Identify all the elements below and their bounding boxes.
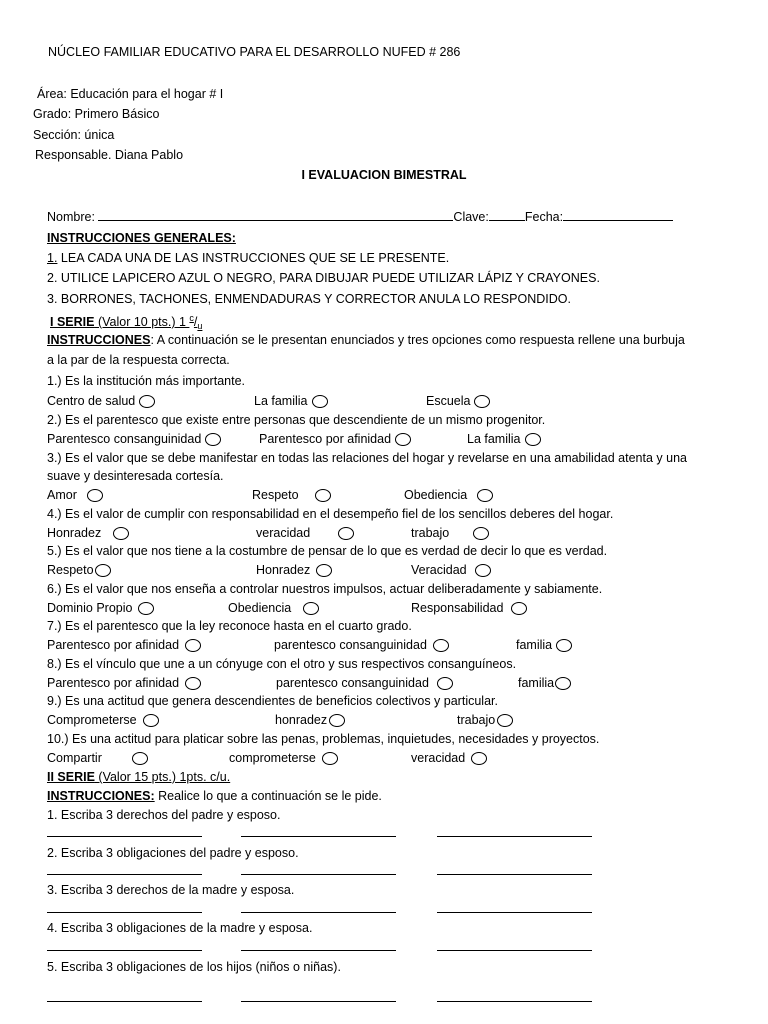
q1-option-1-label: Centro de salud — [47, 394, 136, 408]
q8-option-1[interactable] — [47, 676, 201, 690]
serie2-item-2: 2. Escriba 3 obligaciones del padre y esposo. — [47, 846, 299, 860]
student-info-line — [47, 209, 673, 224]
answer-bubble[interactable] — [139, 395, 155, 408]
question-6: 6.) Es el valor que nos enseña a controlar nuestros impulsos, actuar deliberadamente y sabiamente. — [47, 582, 603, 596]
seccion-label: Sección: única — [33, 128, 115, 142]
serie2-item-3: 3. Escriba 3 derechos de la madre y esposa. — [47, 883, 295, 897]
answer-line[interactable] — [241, 950, 396, 951]
serie1-value: (Valor 10 pts.) 1 — [94, 315, 190, 329]
q6-option-1[interactable] — [47, 601, 154, 615]
question-5: 5.) Es el valor que nos tiene a la costumbre de pensar de lo que es verdad de decir lo que es verdad. — [47, 544, 608, 558]
answer-bubble[interactable] — [185, 639, 201, 652]
answer-bubble[interactable] — [473, 527, 489, 540]
answer-bubble[interactable] — [138, 602, 154, 615]
answer-bubble[interactable] — [95, 564, 111, 577]
grado-label: Grado: Primero Básico — [33, 107, 160, 121]
q6-option-2[interactable] — [228, 601, 319, 615]
q3-option-1[interactable] — [47, 488, 103, 502]
q7-option-2-label: parentesco consanguinidad — [274, 638, 427, 652]
serie2-title: II SERIE — [47, 770, 95, 784]
general-instruction-1 — [47, 251, 449, 265]
question-3: 3.) Es el valor que se debe manifestar en todas las relaciones del hogar y revelarse en una amabilidad atenta y una — [47, 451, 687, 465]
question-4: 4.) Es el valor de cumplir con responsabilidad en el desempeño fiel de los sencillos deberes del hogar. — [47, 507, 614, 521]
serie1-instructions-1 — [47, 333, 685, 347]
q6-option-3-label: Responsabilidad — [411, 601, 504, 615]
instruction-1-text: LEA CADA UNA DE LAS INSTRUCCIONES QUE SE LE PRESENTE. — [57, 251, 450, 265]
answer-bubble[interactable] — [511, 602, 527, 615]
answer-bubble[interactable] — [477, 489, 493, 502]
q1-option-3-label: Escuela — [426, 394, 471, 408]
answer-bubble[interactable] — [474, 395, 490, 408]
general-instruction-2: 2. UTILICE LAPICERO AZUL O NEGRO, PARA DIBUJAR PUEDE UTILIZAR LÁPIZ Y CRAYONES. — [47, 271, 600, 285]
answer-bubble[interactable] — [471, 752, 487, 765]
q4-option-2-label: veracidad — [256, 526, 311, 540]
q8-option-1-label: Parentesco por afinidad — [47, 676, 180, 690]
answer-bubble[interactable] — [316, 564, 332, 577]
answer-line[interactable] — [437, 874, 592, 875]
q8-option-3-label: familia — [518, 676, 555, 690]
exam-title: I EVALUACION BIMESTRAL — [301, 168, 467, 182]
q2-option-3-label: La familia — [467, 432, 521, 446]
q6-option-3[interactable] — [411, 601, 527, 615]
q7-option-1-label: Parentesco por afinidad — [47, 638, 180, 652]
q7-option-3[interactable] — [516, 638, 572, 652]
q9-option-2[interactable] — [275, 713, 345, 727]
q2-option-2[interactable] — [259, 432, 411, 446]
question-2: 2.) Es el parentesco que existe entre personas que descendiente de un mismo progenitor. — [47, 413, 546, 427]
question-9: 9.) Es una actitud que genera descendientes de beneficios colectivos y particular. — [47, 694, 498, 708]
q5-option-1-label: Respeto — [47, 563, 94, 577]
area-label: Área: Educación para el hogar # I — [37, 87, 224, 101]
answer-line[interactable] — [241, 836, 396, 837]
serie2-instructions — [47, 789, 382, 803]
answer-bubble[interactable] — [113, 527, 129, 540]
q4-option-3-label: trabajo — [411, 526, 450, 540]
q1-option-2-label: La familia — [254, 394, 308, 408]
answer-bubble[interactable] — [322, 752, 338, 765]
q5-option-2-label: Honradez — [256, 563, 311, 577]
answer-bubble[interactable] — [329, 714, 345, 727]
answer-line[interactable] — [47, 836, 202, 837]
answer-line[interactable] — [437, 1001, 592, 1002]
nombre-label: Nombre: — [47, 210, 95, 224]
answer-line[interactable] — [47, 874, 202, 875]
q9-option-2-label: honradez — [275, 713, 328, 727]
instruction-1-number: 1. — [47, 251, 58, 265]
q9-option-1[interactable] — [47, 713, 159, 727]
serie1-heading — [50, 313, 202, 331]
question-1: 1.) Es la institución más importante. — [47, 374, 245, 388]
q7-option-1[interactable] — [47, 638, 201, 652]
q10-option-2-label: comprometerse — [229, 751, 316, 765]
question-3-cont: suave y desinteresada cortesía. — [47, 469, 224, 483]
serie2-instr-text: Realice lo que a continuación se le pide. — [154, 789, 382, 803]
question-10: 10.) Es una actitud para platicar sobre las penas, problemas, inquietudes, necesidades y proyectos. — [47, 732, 600, 746]
q9-option-3[interactable] — [457, 713, 513, 727]
q5-option-3[interactable] — [411, 563, 491, 577]
answer-bubble[interactable] — [555, 677, 571, 690]
serie2-instr-label: INSTRUCCIONES: — [47, 789, 155, 803]
q6-option-2-label: Obediencia — [228, 601, 292, 615]
q8-option-2[interactable] — [276, 676, 453, 690]
answer-line[interactable] — [47, 950, 202, 951]
q9-option-3-label: trabajo — [457, 713, 496, 727]
answer-bubble[interactable] — [143, 714, 159, 727]
answer-bubble[interactable] — [87, 489, 103, 502]
q7-option-3-label: familia — [516, 638, 553, 652]
question-8: 8.) Es el vínculo que une a un cónyuge con el otro y sus respectivos consanguíneos. — [47, 657, 517, 671]
clave-field[interactable] — [489, 209, 525, 221]
q1-option-3[interactable] — [426, 394, 490, 408]
q1-option-2[interactable] — [254, 394, 328, 408]
q5-option-1[interactable] — [47, 563, 111, 577]
answer-bubble[interactable] — [132, 752, 148, 765]
q7-option-2[interactable] — [274, 638, 449, 652]
q2-option-3[interactable] — [467, 432, 541, 446]
serie1-unit-slash: / — [193, 315, 198, 329]
q10-option-2[interactable] — [229, 751, 338, 765]
answer-bubble[interactable] — [497, 714, 513, 727]
serie1-instr-label: INSTRUCCIONES — [47, 333, 151, 347]
answer-bubble[interactable] — [475, 564, 491, 577]
answer-bubble[interactable] — [312, 395, 328, 408]
q1-option-1[interactable] — [47, 394, 155, 408]
q2-option-2-label: Parentesco por afinidad — [259, 432, 392, 446]
q2-option-1[interactable] — [47, 432, 221, 446]
nombre-field[interactable] — [98, 209, 453, 221]
general-instructions-title: INSTRUCCIONES GENERALES: — [47, 231, 236, 245]
q10-option-1-label: Compartir — [47, 751, 102, 765]
answer-bubble[interactable] — [395, 433, 411, 446]
answer-bubble[interactable] — [525, 433, 541, 446]
q8-option-2-label: parentesco consanguinidad — [276, 676, 429, 690]
answer-bubble[interactable] — [315, 489, 331, 502]
serie1-instructions-2: a la par de la respuesta correcta. — [47, 353, 230, 367]
q10-option-3[interactable] — [411, 751, 487, 765]
serie2-heading — [47, 770, 230, 784]
q9-option-1-label: Comprometerse — [47, 713, 137, 727]
answer-bubble[interactable] — [338, 527, 354, 540]
q3-option-3-label: Obediencia — [404, 488, 468, 502]
answer-bubble[interactable] — [556, 639, 572, 652]
answer-line[interactable] — [437, 836, 592, 837]
serie2-value: (Valor 15 pts.) 1pts. c/u. — [94, 770, 231, 784]
q3-option-3[interactable] — [404, 488, 493, 502]
q4-option-3[interactable] — [411, 526, 489, 540]
serie2-item-1: 1. Escriba 3 derechos del padre y esposo. — [47, 808, 281, 822]
answer-line[interactable] — [241, 1001, 396, 1002]
answer-line[interactable] — [47, 912, 202, 913]
answer-bubble[interactable] — [433, 639, 449, 652]
answer-line[interactable] — [437, 950, 592, 951]
answer-line[interactable] — [241, 912, 396, 913]
serie1-instr-text: : A continuación se le presentan enunciados y tres opciones como respuesta rellene una burbuja — [150, 333, 685, 347]
q4-option-2[interactable] — [256, 526, 354, 540]
serie1-title: I SERIE — [50, 315, 95, 329]
question-7: 7.) Es el parentesco que la ley reconoce hasta en el cuarto grado. — [47, 619, 412, 633]
q5-option-3-label: Veracidad — [411, 563, 467, 577]
q6-option-1-label: Dominio Propio — [47, 601, 133, 615]
school-name: NÚCLEO FAMILIAR EDUCATIVO PARA EL DESARROLLO NUFED # 286 — [48, 45, 461, 59]
answer-bubble[interactable] — [303, 602, 319, 615]
responsable-label: Responsable. Diana Pablo — [35, 148, 184, 162]
serie2-item-5: 5. Escriba 3 obligaciones de los hijos (niños o niñas). — [47, 960, 341, 974]
q4-option-1-label: Honradez — [47, 526, 102, 540]
answer-line[interactable] — [241, 874, 396, 875]
general-instruction-3: 3. BORRONES, TACHONES, ENMENDADURAS Y CORRECTOR ANULA LO RESPONDIDO. — [47, 292, 571, 306]
q10-option-1[interactable] — [47, 751, 148, 765]
answer-bubble[interactable] — [437, 677, 453, 690]
clave-label: Clave: — [453, 210, 489, 224]
q8-option-3[interactable] — [518, 676, 571, 690]
q3-option-2[interactable] — [252, 488, 331, 502]
fecha-field[interactable] — [563, 209, 673, 221]
serie1-unit-sub: u — [197, 321, 203, 331]
answer-bubble[interactable] — [205, 433, 221, 446]
q2-option-1-label: Parentesco consanguinidad — [47, 432, 202, 446]
answer-line[interactable] — [47, 1001, 202, 1002]
q10-option-3-label: veracidad — [411, 751, 466, 765]
q4-option-1[interactable] — [47, 526, 129, 540]
fecha-label: Fecha: — [524, 210, 564, 224]
serie2-item-4: 4. Escriba 3 obligaciones de la madre y esposa. — [47, 921, 313, 935]
q3-option-2-label: Respeto — [252, 488, 299, 502]
q3-option-1-label: Amor — [47, 488, 77, 502]
answer-bubble[interactable] — [185, 677, 201, 690]
q5-option-2[interactable] — [256, 563, 332, 577]
answer-line[interactable] — [437, 912, 592, 913]
serie1-unit-sup: c — [189, 313, 194, 323]
